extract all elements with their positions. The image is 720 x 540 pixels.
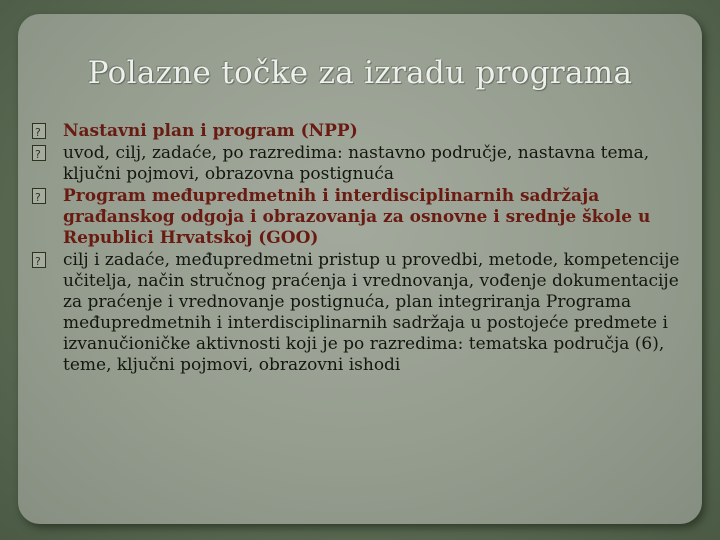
missing-glyph-box-icon (32, 145, 46, 161)
list-item-text: Program međupredmetnih i interdisciplinarnih sadržaja građanskog odgoja i obrazovanja za osnovne i srednje škole u Republici Hrvatskoj (GOO) (63, 186, 651, 248)
list-item-text: uvod, cilj, zadaće, po razredima: nastavno područje, nastavna tema, ključni pojmovi, obrazovna postignuća (63, 143, 650, 184)
slide-title: Polazne točke za izradu programa (87, 55, 633, 91)
list-item-goo (32, 186, 692, 249)
bullet-list (32, 121, 692, 377)
list-item-text: Nastavni plan i program (NPP) (63, 121, 358, 141)
list-item-text: cilj i zadaće, međupredmetni pristup u provedbi, metode, kompetencije učitelja, način stručnog praćenja i vrednovanja, vođenje dokumentacije za praćenje i vrednovanje postignuća, plan integriranja Programa međupredmetnih i interdisciplinarnih sadržaja u postojeće predmete i izvanučioničke aktivnosti koji je po razredima: tematska područja (6), teme, ključni pojmovi, obrazovni ishodi (63, 250, 680, 375)
missing-glyph-box-icon (32, 252, 46, 268)
missing-glyph-box-icon (32, 123, 46, 139)
list-item-npp (32, 121, 692, 142)
list-item-goo-details (32, 250, 692, 376)
list-item-npp-details (32, 143, 692, 185)
missing-glyph-box-icon (32, 188, 46, 204)
